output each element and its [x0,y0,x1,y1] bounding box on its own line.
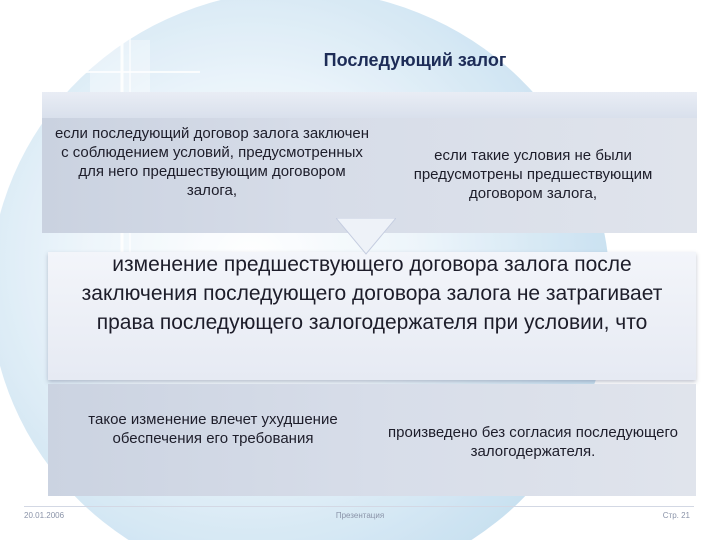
condition-left-text: если последующий договор залога заключен с соблюдением условий, предусмотренных для него предшествующим договором залога, [54,125,370,199]
consequence-right-text: произведено без согласия последующего залогодержателя. [388,424,678,460]
footer-date: 20.01.2006 [24,511,65,520]
footer-center-label: Презентация [335,511,385,520]
footer-page-number: Стр. 21 [662,511,690,520]
main-statement-text: изменение предшествующего договора залога после заключения последующего договора залога не затрагивает права последующего залогодержателя при условии, что [81,253,663,334]
condition-right-text: если такие условия не были предусмотрены предшествующим договором залога, [413,147,653,202]
slide-title: Последующий залог [323,50,507,70]
consequence-left-text: такое изменение влечет ухудшение обеспечения его требования [88,411,338,447]
footer-divider [24,506,694,507]
top-band [42,92,697,118]
